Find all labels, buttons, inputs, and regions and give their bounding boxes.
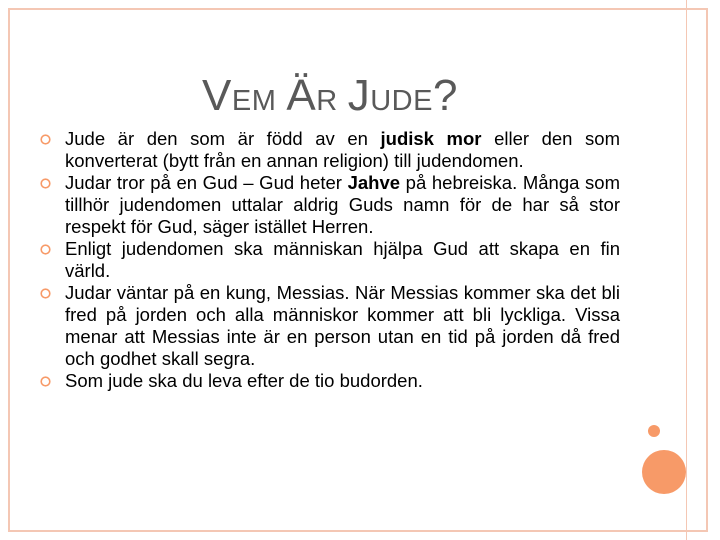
decorative-small-dot bbox=[648, 425, 660, 437]
hollow-diamond-icon bbox=[40, 178, 51, 189]
bullet-list bbox=[40, 128, 620, 392]
bullet-item: Judar väntar på en kung, Messias. När Messias kommer ska det bli fred på jorden och alla människor kommer att bli lyckliga. Vissa menar att Messias inte är en person utan en tid på jorden då fred och godhet skall segra. bbox=[40, 282, 620, 370]
slide-edge-rule bbox=[686, 0, 687, 540]
hollow-diamond-icon bbox=[40, 134, 51, 145]
slide-title: VEM ÄR JUDE? bbox=[202, 71, 458, 121]
hollow-diamond-icon bbox=[40, 288, 51, 299]
bullet-item: Som jude ska du leva efter de tio budorden. bbox=[40, 370, 620, 392]
hollow-diamond-icon bbox=[40, 376, 51, 387]
bullet-item: Jude är den som är född av en judisk mor eller den som konverterat (bytt från en annan religion) till judendomen. bbox=[40, 128, 620, 172]
decorative-large-dot bbox=[642, 450, 686, 494]
hollow-diamond-icon bbox=[40, 244, 51, 255]
bullet-item: Judar tror på en Gud – Gud heter Jahve på hebreiska. Många som tillhör judendomen uttalar aldrig Guds namn för de har så stor respekt för Gud, säger istället Herren. bbox=[40, 172, 620, 238]
bullet-item: Enligt judendomen ska människan hjälpa Gud att skapa en fin värld. bbox=[40, 238, 620, 282]
